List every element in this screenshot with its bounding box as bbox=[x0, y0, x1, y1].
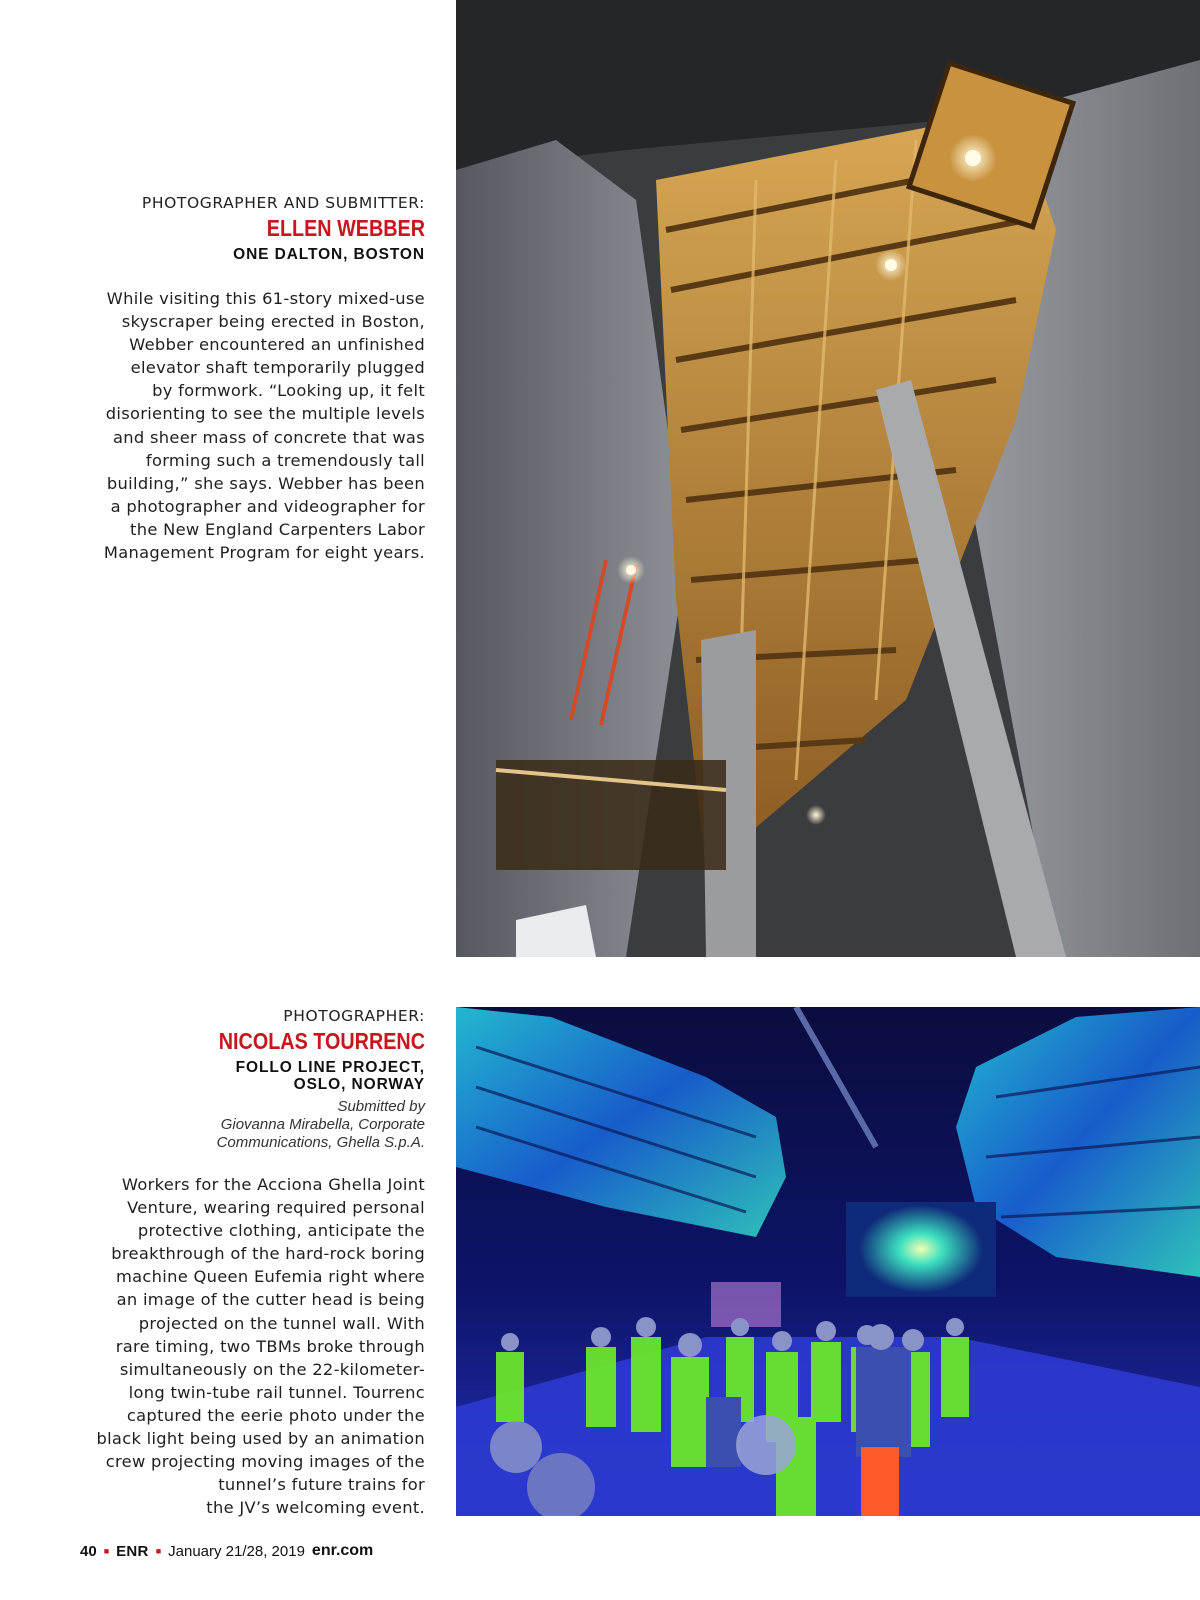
caption-line: long twin-tube rail tunnel. Tourrenc bbox=[128, 1382, 425, 1402]
submitted-line: Submitted by bbox=[337, 1098, 425, 1115]
separator-square-icon: ■ bbox=[103, 1546, 110, 1556]
caption-line: a photographer and videographer for bbox=[110, 496, 425, 516]
caption-line: elevator shaft temporarily plugged bbox=[130, 358, 425, 378]
caption-line: projected on the tunnel wall. With bbox=[138, 1313, 425, 1333]
caption-line: breakthrough of the hard-rock boring bbox=[111, 1244, 425, 1264]
caption-body bbox=[95, 287, 425, 564]
caption-line: Webber encountered an unfinished bbox=[129, 335, 425, 355]
location-line: FOLLO LINE PROJECT, bbox=[235, 1059, 425, 1076]
caption-line: the JV’s welcoming event. bbox=[206, 1498, 425, 1518]
caption-line: Management Program for eight years. bbox=[103, 543, 425, 563]
separator-square-icon: ■ bbox=[155, 1546, 162, 1556]
project-location bbox=[90, 1059, 425, 1093]
issue-date: January 21/28, 2019 bbox=[168, 1542, 305, 1560]
photographer-role: PHOTOGRAPHER AND SUBMITTER: bbox=[141, 194, 425, 212]
caption-line: Workers for the Acciona Ghella Joint bbox=[121, 1175, 425, 1194]
photographer-name: ELLEN WEBBER bbox=[266, 215, 425, 241]
elevator-shaft-photo bbox=[456, 0, 1200, 957]
publication-name: ENR bbox=[116, 1542, 149, 1560]
location-line: ONE DALTON, BOSTON bbox=[233, 246, 425, 263]
caption-line: machine Queen Eufemia right where bbox=[115, 1267, 425, 1287]
caption-line: and sheer mass of concrete that was bbox=[113, 427, 425, 447]
elevator-shaft-illustration bbox=[456, 0, 1200, 957]
caption-line: While visiting this 61-story mixed-use bbox=[106, 289, 425, 308]
caption-body bbox=[90, 1173, 425, 1519]
tunnel-event-photo bbox=[456, 1007, 1200, 1516]
caption-line: an image of the cutter head is being bbox=[116, 1290, 425, 1310]
project-location bbox=[95, 246, 425, 263]
entry-tourrenc bbox=[90, 1006, 425, 1519]
tunnel-illustration bbox=[456, 1007, 1200, 1516]
caption-line: by formwork. “Looking up, it felt bbox=[152, 381, 425, 401]
caption-line: building,” she says. Webber has been bbox=[106, 473, 425, 493]
caption-line: forming such a tremendously tall bbox=[145, 450, 425, 470]
caption-line: rare timing, two TBMs broke through bbox=[115, 1336, 425, 1356]
caption-line: protective clothing, anticipate the bbox=[137, 1221, 425, 1241]
photographer-role: PHOTOGRAPHER: bbox=[283, 1007, 425, 1025]
caption-line: Venture, wearing required personal bbox=[127, 1198, 425, 1218]
submitted-by bbox=[90, 1098, 425, 1152]
caption-line: skyscraper being erected in Boston, bbox=[121, 312, 425, 332]
caption-line: tunnel’s future trains for bbox=[218, 1475, 425, 1495]
location-line: OSLO, NORWAY bbox=[293, 1076, 425, 1093]
caption-line: black light being used by an animation bbox=[96, 1429, 425, 1449]
website: enr.com bbox=[311, 1542, 374, 1559]
submitted-line: Giovanna Mirabella, Corporate bbox=[220, 1116, 425, 1133]
caption-line: the New England Carpenters Labor bbox=[130, 519, 425, 539]
page-footer bbox=[80, 1541, 373, 1561]
submitted-line: Communications, Ghella S.p.A. bbox=[216, 1134, 425, 1151]
page-number: 40 bbox=[80, 1542, 97, 1560]
caption-line: simultaneously on the 22-kilometer- bbox=[119, 1359, 425, 1379]
caption-line: captured the eerie photo under the bbox=[126, 1405, 425, 1425]
caption-line: crew projecting moving images of the bbox=[105, 1452, 425, 1472]
entry-webber bbox=[95, 193, 425, 564]
caption-line: disorienting to see the multiple levels bbox=[105, 404, 425, 424]
photographer-name: NICOLAS TOURRENC bbox=[218, 1028, 425, 1054]
